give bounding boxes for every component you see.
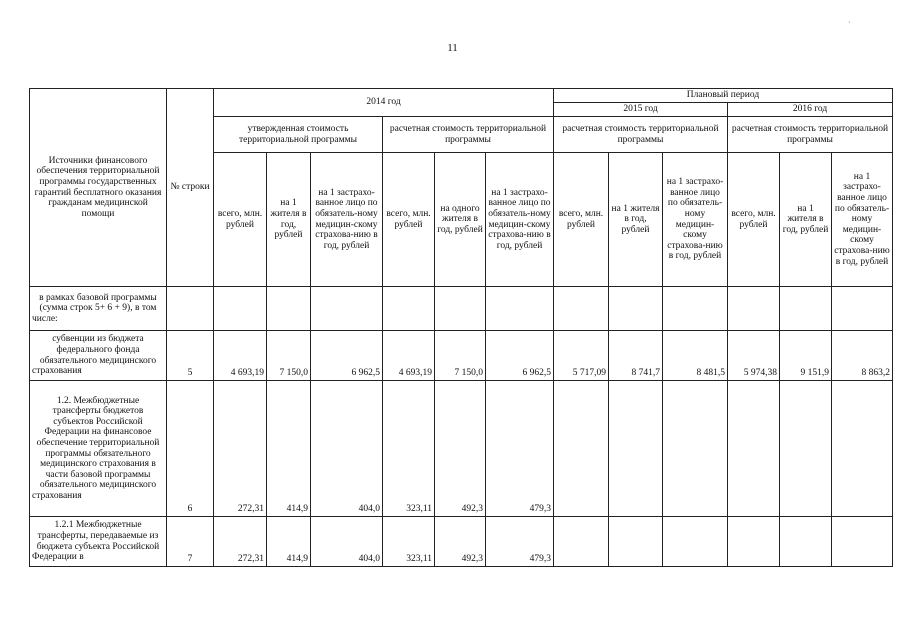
cell: 5 717,09 <box>554 331 609 381</box>
cell <box>663 517 728 567</box>
row-source: в рамках базовой программы (сумма строк 5+ 6 + 9), в том числе: <box>30 287 167 331</box>
table-row <box>30 381 893 517</box>
row-line: 7 <box>167 517 214 567</box>
table-row <box>30 331 893 381</box>
cell: 323,11 <box>383 381 435 517</box>
cell: 5 974,38 <box>728 331 780 381</box>
header-total-b: всего, млн. рублей <box>383 153 435 287</box>
cell: 7 150,0 <box>435 331 486 381</box>
header-plan-period: Плановый период <box>554 89 893 103</box>
header-total-d: всего, млн. рублей <box>728 153 780 287</box>
cell <box>435 287 486 331</box>
financing-table <box>29 88 893 567</box>
cell <box>663 381 728 517</box>
cell <box>214 287 267 331</box>
cell <box>486 287 554 331</box>
cell: 4 693,19 <box>214 331 267 381</box>
row-line <box>167 287 214 331</box>
cell <box>780 287 832 331</box>
cell: 6 962,5 <box>311 331 383 381</box>
cell: 492,3 <box>435 517 486 567</box>
cell: 404,0 <box>311 517 383 567</box>
header-year-2016: 2016 год <box>728 103 893 117</box>
cell <box>267 287 311 331</box>
cell: 272,31 <box>214 381 267 517</box>
cell <box>554 287 609 331</box>
header-per-resident-a: на 1 жителя в год, рублей <box>267 153 311 287</box>
header-per-resident-d: на 1 жителя в год, рублей <box>780 153 832 287</box>
header-per-insured-b: на 1 застрахо-ванное лицо по обязатель-ному медицин-скому страхова-нию в год, рублей <box>486 153 554 287</box>
header-per-insured-c: на 1 застрахо-ванное лицо по обязатель-ному медицин-скому страхова-нию в год, рублей <box>663 153 728 287</box>
cell: 479,3 <box>486 517 554 567</box>
header-calc-cost-2015: расчетная стоимость территориальной программы <box>554 117 728 153</box>
header-calc-cost-2014: расчетная стоимость территориальной программы <box>383 117 554 153</box>
cell <box>383 287 435 331</box>
cell: 4 693,19 <box>383 331 435 381</box>
cell <box>554 517 609 567</box>
cell <box>728 287 780 331</box>
header-source: Источники финансового обеспечения территориальной программы государственных гарантий бесплатного оказания гражданам медицинской помощи <box>30 89 167 287</box>
cell: 8 741,7 <box>609 331 663 381</box>
cell <box>832 287 893 331</box>
cell <box>609 381 663 517</box>
cell: 7 150,0 <box>267 331 311 381</box>
row-source: 1.2.1 Межбюджетные трансферты, передаваемые из бюджета субъекта Российской Федерации в <box>30 517 167 567</box>
cell: 6 962,5 <box>486 331 554 381</box>
header-total-a: всего, млн. рублей <box>214 153 267 287</box>
cell: 323,11 <box>383 517 435 567</box>
header-per-insured-a: на 1 застрахо-ванное лицо по обязатель-ному медицин-скому страхова-нию в год, рублей <box>311 153 383 287</box>
cell <box>609 287 663 331</box>
header-total-c: всего, млн. рублей <box>554 153 609 287</box>
cell: 8 481,5 <box>663 331 728 381</box>
header-year-2015: 2015 год <box>554 103 728 117</box>
cell <box>780 381 832 517</box>
row-source: 1.2. Межбюджетные трансферты бюджетов субъектов Российской Федерации на финансовое обеспечение территориальной программы обязательного медицинского страхования в части базовой программы обязательного медицинского страхования <box>30 381 167 517</box>
cell: 414,9 <box>267 381 311 517</box>
cell: 9 151,9 <box>780 331 832 381</box>
cell: 492,3 <box>435 381 486 517</box>
cell: 404,0 <box>311 381 383 517</box>
cell <box>554 381 609 517</box>
cell <box>832 381 893 517</box>
header-per-insured-d: на 1 застрахо-ванное лицо по обязатель-ному медицин-скому страхова-нию в год, рублей <box>832 153 893 287</box>
header-per-resident-c: на 1 жителя в год, рублей <box>609 153 663 287</box>
cell: 8 863,2 <box>832 331 893 381</box>
header-approved-cost: утвержденная стоимость территориальной программы <box>214 117 383 153</box>
header-per-resident-b: на одного жителя в год, рублей <box>435 153 486 287</box>
header-line-number: № строки <box>167 89 214 287</box>
cell <box>609 517 663 567</box>
row-line: 6 <box>167 381 214 517</box>
page-number: 11 <box>447 42 458 54</box>
table-row <box>30 517 893 567</box>
header-year-2014: 2014 год <box>214 89 554 117</box>
row-line: 5 <box>167 331 214 381</box>
row-source: субвенции из бюджета федерального фонда обязательного медицинского страхования <box>30 331 167 381</box>
cell <box>780 517 832 567</box>
cell: 414,9 <box>267 517 311 567</box>
cell <box>832 517 893 567</box>
header-calc-cost-2016: расчетная стоимость территориальной программы <box>728 117 893 153</box>
cell <box>728 517 780 567</box>
cell <box>311 287 383 331</box>
cell: 272,31 <box>214 517 267 567</box>
cell <box>728 381 780 517</box>
table-row <box>30 287 893 331</box>
cell: 479,3 <box>486 381 554 517</box>
scan-speck: · <box>848 18 851 27</box>
cell <box>663 287 728 331</box>
